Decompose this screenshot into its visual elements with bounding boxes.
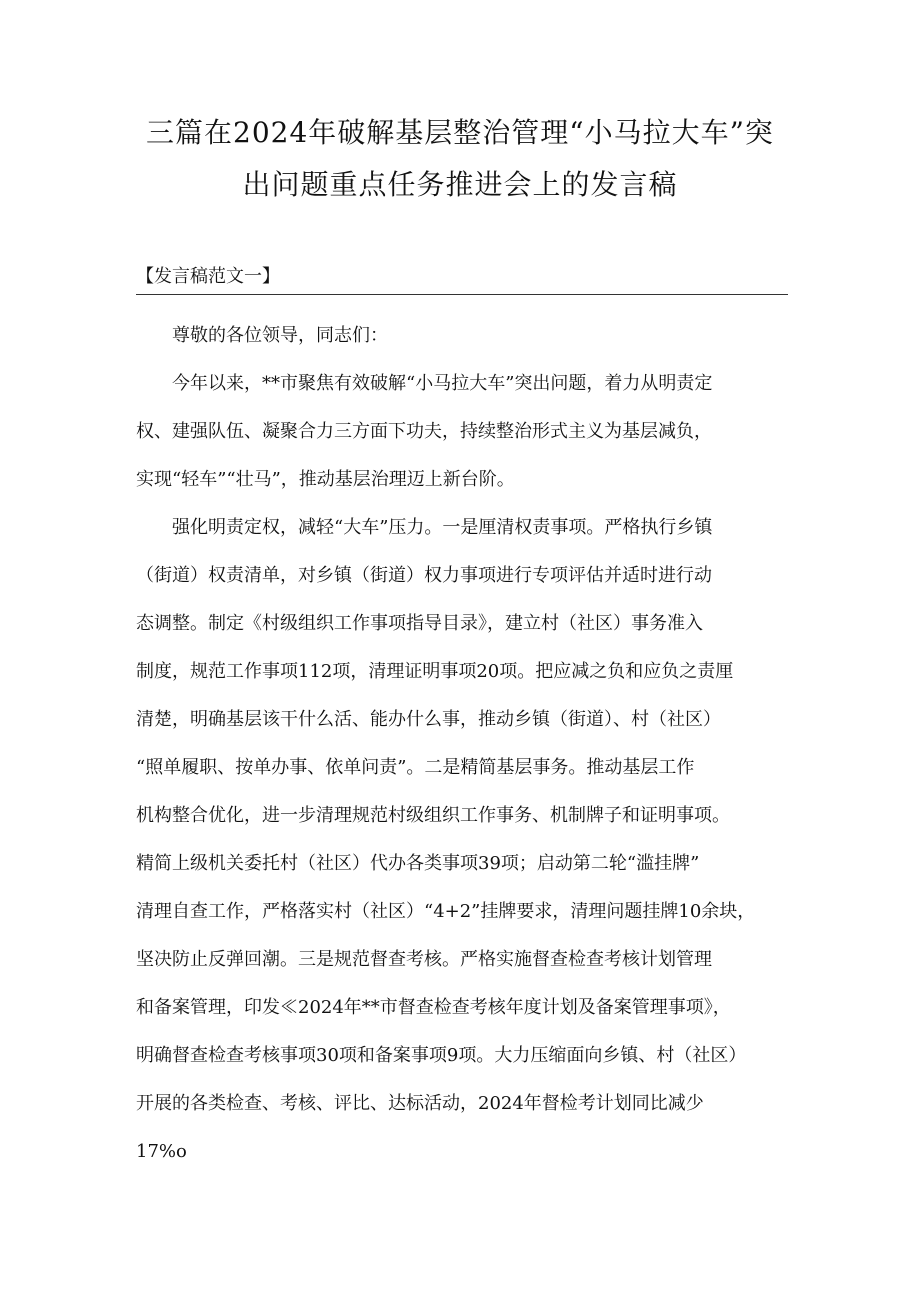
- text-line: 今年以来，**市聚焦有效破解“小马拉大车”突出问题，着力从明责定: [172, 373, 713, 394]
- document-title-line-2: 出问题重点任务推进会上的发言稿: [242, 168, 678, 201]
- text-line: 机构整合优化，进一步清理规范村级组织工作事务、机制牌子和证明事项。: [136, 805, 730, 826]
- text-line: 开展的各类检查、考核、评比、达标活动，2024年督检考计划同比减少: [136, 1093, 704, 1114]
- text-line: 态调整。制定《村级组织工作事项指导目录》，建立村（社区）事务准入: [136, 613, 703, 634]
- text-line: 明确督查检查考核事项30项和备案事项9项。大力压缩面向乡镇、村（社区）: [136, 1045, 747, 1066]
- text-line: （街道）权责清单，对乡镇（街道）权力事项进行专项评估并适时进行动: [136, 565, 712, 586]
- text-line: 精简上级机关委托村（社区）代办各类事项39项；启动第二轮“滥挂牌”: [136, 853, 700, 874]
- text-line: 清理自查工作，严格落实村（社区）“4+2”挂牌要求，清理问题挂牌10余块，: [136, 901, 756, 922]
- text-line: 实现“轻车”“壮马”，推动基层治理迈上新台阶。: [136, 469, 515, 490]
- text-line: 权、建强队伍、凝聚合力三方面下功夫，持续整治形式主义为基层减负，: [136, 421, 712, 442]
- text-line: 坚决防止反弹回潮。三是规范督查考核。严格实施督查检查考核计划管理: [136, 949, 712, 970]
- section-label: 【发言稿范文一】: [136, 266, 280, 287]
- section-divider: [136, 294, 788, 295]
- document-title-line-1: 三篇在2024年破解基层整治管理“小马拉大车”突: [146, 116, 774, 149]
- text-line: 制度，规范工作事项112项，清理证明事项20项。把应减之负和应负之责厘: [136, 661, 734, 682]
- text-line: 17%o: [136, 1141, 187, 1162]
- text-line: “照单履职、按单办事、依单问责”。二是精简基层事务。推动基层工作: [136, 757, 695, 778]
- text-line: 和备案管理，印发≪2024年**市督查检查考核年度计划及备案管理事项》，: [136, 997, 731, 1018]
- salutation: 尊敬的各位领导，同志们：: [172, 325, 388, 346]
- text-line: 强化明责定权，减轻“大车”压力。一是厘清权责事项。严格执行乡镇: [172, 517, 713, 538]
- text-line: 清楚，明确基层该干什么活、能办什么事，推动乡镇（街道）、村（社区）: [136, 709, 721, 730]
